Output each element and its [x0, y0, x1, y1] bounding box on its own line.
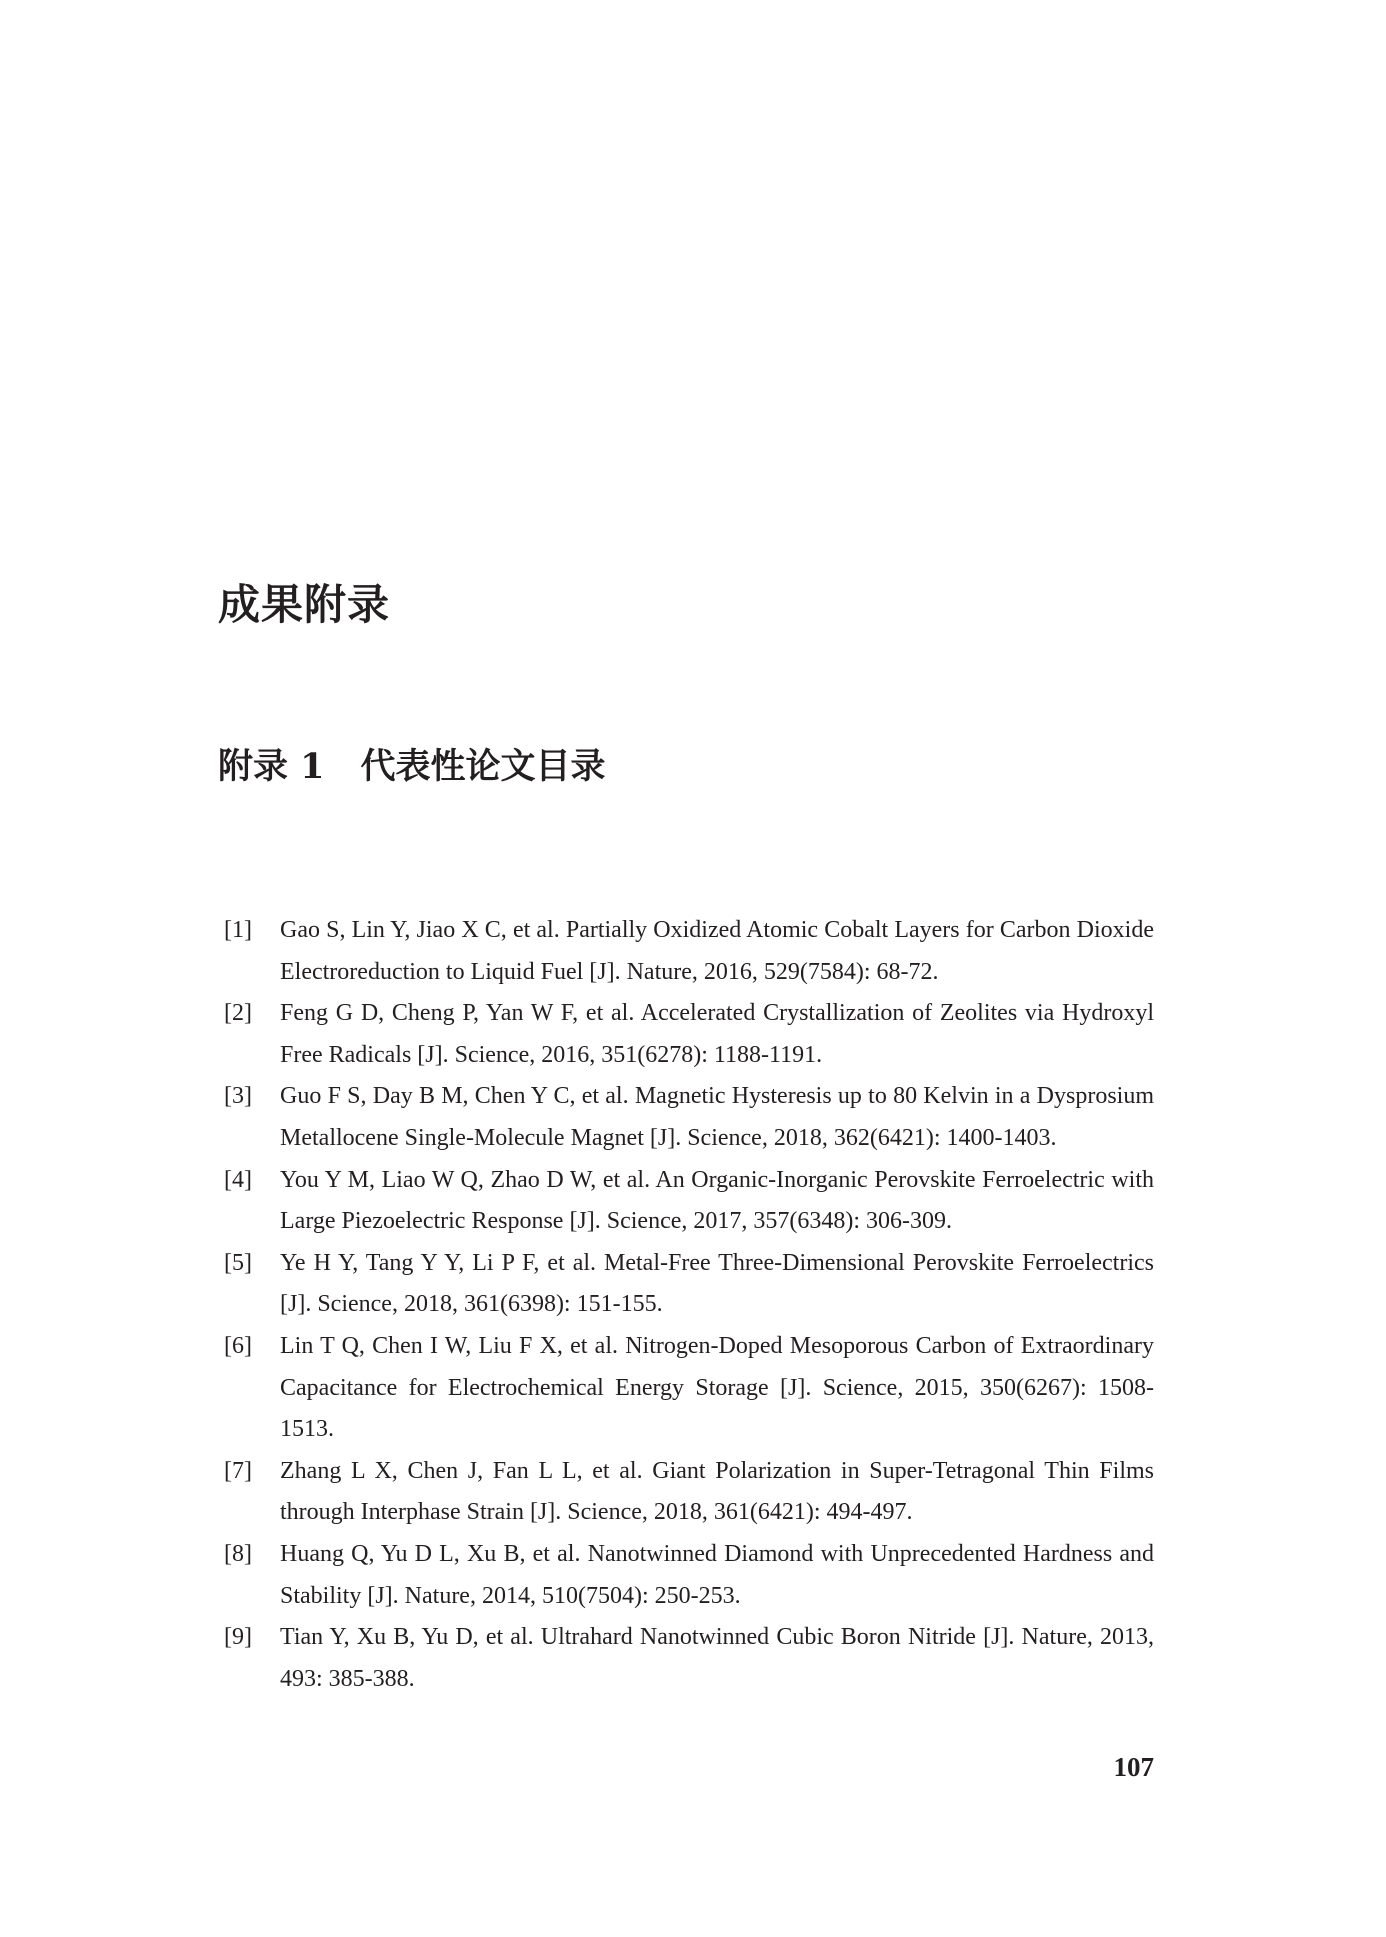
- reference-item: [224, 993, 1154, 1076]
- page-number: 107: [1113, 1752, 1154, 1782]
- reference-number: [3]: [224, 1083, 252, 1110]
- reference-text: Huang Q, Yu D L, Xu B, et al. Nanotwinned Diamond with Unprecedented Hardness and Stability [J]. Nature, 2014, 510(7504): 250-253.: [280, 1540, 1154, 1609]
- reference-item: [224, 1243, 1154, 1326]
- reference-text: Ye H Y, Tang Y Y, Li P F, et al. Metal-Free Three-Dimensional Perovskite Ferroelectrics [J]. Science, 2018, 361(6398): 151-155.: [280, 1249, 1154, 1318]
- reference-number: [7]: [224, 1457, 252, 1484]
- section-title-text: 代表性论文目录: [360, 746, 606, 787]
- reference-list: [224, 910, 1154, 1700]
- reference-text: Zhang L X, Chen J, Fan L L, et al. Giant Polarization in Super-Tetragonal Thin Films through Interphase Strain [J]. Science, 2018, 361(6421): 494-497.: [280, 1457, 1154, 1526]
- reference-item: [224, 1160, 1154, 1243]
- reference-number: [5]: [224, 1249, 252, 1276]
- reference-item: [224, 1617, 1154, 1700]
- reference-number: [2]: [224, 1000, 252, 1027]
- reference-text: You Y M, Liao W Q, Zhao D W, et al. An Organic-Inorganic Perovskite Ferroelectric with Large Piezoelectric Response [J]. Science, 2017, 357(6348): 306-309.: [280, 1166, 1154, 1235]
- reference-item: [224, 910, 1154, 993]
- reference-text: Feng G D, Cheng P, Yan W F, et al. Accelerated Crystallization of Zeolites via Hydroxyl Free Radicals [J]. Science, 2016, 351(6278): 1188-1191.: [280, 1000, 1154, 1068]
- reference-text: Guo F S, Day B M, Chen Y C, et al. Magnetic Hysteresis up to 80 Kelvin in a Dysprosium Metallocene Single-Molecule Magnet [J]. Science, 2018, 362(6421): 1400-1403.: [280, 1083, 1154, 1151]
- reference-item: [224, 1534, 1154, 1617]
- reference-text: Lin T Q, Chen I W, Liu F X, et al. Nitrogen-Doped Mesoporous Carbon of Extraordinary Capacitance for Electrochemical Energy Storage [J]. Science, 2015, 350(6267): 1508-1513.: [280, 1332, 1154, 1443]
- reference-item: [224, 1326, 1154, 1451]
- reference-text: Tian Y, Xu B, Yu D, et al. Ultrahard Nanotwinned Cubic Boron Nitride [J]. Nature, 2013, 493: 385-388.: [280, 1624, 1154, 1692]
- reference-text: Gao S, Lin Y, Jiao X C, et al. Partially Oxidized Atomic Cobalt Layers for Carbon Dioxide Electroreduction to Liquid Fuel [J]. Nature, 2016, 529(7584): 68-72.: [280, 917, 1154, 985]
- reference-number: [4]: [224, 1166, 252, 1193]
- reference-number: [6]: [224, 1332, 252, 1359]
- reference-item: [224, 1076, 1154, 1159]
- section-number: 附录 1: [218, 746, 325, 787]
- chapter-title: 成果附录: [218, 580, 391, 629]
- reference-number: [9]: [224, 1624, 252, 1651]
- section-title: [218, 746, 606, 788]
- reference-number: [1]: [224, 917, 252, 943]
- reference-item: [224, 1451, 1154, 1534]
- reference-number: [8]: [224, 1540, 252, 1567]
